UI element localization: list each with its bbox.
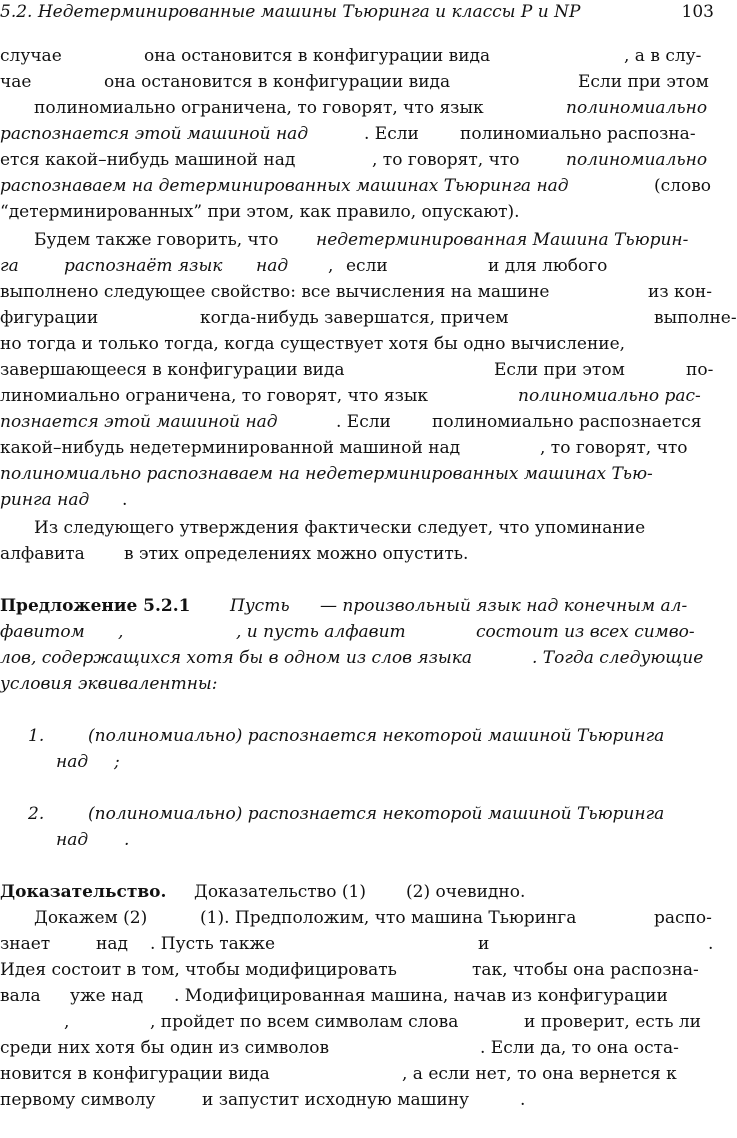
text-line [0, 542, 718, 566]
text-segment: и проверит, есть ли [524, 1012, 702, 1032]
text-segment: выполне- [654, 308, 737, 328]
text-line [0, 880, 718, 904]
text-segment: из кон- [648, 282, 712, 302]
italic-text-segment: — произвольный язык над конечным ал- [320, 596, 688, 616]
text-segment: Если при этом [494, 360, 625, 380]
italic-text-segment: условия эквивалентны: [0, 674, 218, 694]
italic-text-segment: фавитом [0, 622, 85, 642]
text-segment: полиномиально распозна- [460, 124, 696, 144]
text-segment: и [478, 934, 490, 954]
text-segment: какой–нибудь недетерминированной машиной над [0, 438, 461, 458]
italic-text-segment: ; [114, 752, 120, 772]
text-segment: уже над [70, 986, 144, 1006]
text-line [0, 672, 718, 696]
text-segment: . Если [364, 124, 419, 144]
text-line [0, 724, 718, 748]
text-segment: Доказательство (1) [194, 882, 366, 902]
text-line [0, 358, 718, 382]
text-segment: вала [0, 986, 41, 1006]
text-segment: завершающееся в конфигурации вида [0, 360, 345, 380]
text-segment: и запустит исходную машину [202, 1090, 470, 1110]
text-line [0, 802, 718, 826]
text-segment: , [328, 256, 334, 276]
text-segment: если [346, 256, 388, 276]
text-line [0, 174, 718, 198]
italic-text-segment: (полиномиально) распознается некоторой машиной Тьюринга [88, 726, 665, 746]
text-line [0, 984, 718, 1008]
page-number: 103 [681, 2, 714, 22]
text-line [0, 516, 718, 540]
text-segment: (2) очевидно. [406, 882, 526, 902]
italic-text-segment: . [124, 830, 130, 850]
text-line [0, 828, 718, 852]
italic-text-segment: 1. [28, 726, 45, 746]
text-segment: Из следующего утверждения фактически следует, что упоминание [34, 518, 646, 538]
italic-text-segment: , и пусть алфавит [236, 622, 406, 642]
text-segment: она остановится в конфигурации вида [144, 46, 491, 66]
text-line [0, 958, 718, 982]
text-segment: . Пусть также [150, 934, 276, 954]
italic-text-segment: распознаёт язык [64, 256, 223, 276]
text-segment: так, чтобы она распозна- [472, 960, 699, 980]
text-segment: по- [686, 360, 714, 380]
text-line [0, 594, 718, 618]
text-segment: , то говорят, что [540, 438, 688, 458]
text-line [0, 200, 718, 224]
text-segment: над [96, 934, 128, 954]
text-segment: выполнено следующее свойство: все вычисления на машине [0, 282, 550, 302]
text-segment: . [708, 934, 714, 954]
text-segment: в этих определениях можно опустить. [124, 544, 469, 564]
text-segment: , а если нет, то она вернется к [402, 1064, 677, 1084]
text-segment: распо- [654, 908, 712, 928]
text-segment: , а в слу- [624, 46, 702, 66]
text-line [0, 410, 718, 434]
text-line [0, 620, 718, 644]
text-segment: , пройдет по всем символам слова [150, 1012, 459, 1032]
text-line [0, 906, 718, 930]
text-line [0, 384, 718, 408]
italic-text-segment: состоит из всех симво- [476, 622, 695, 642]
italic-text-segment: (полиномиально) распознается некоторой машиной Тьюринга [88, 804, 665, 824]
text-line [0, 1036, 718, 1060]
text-segment: она остановится в конфигурации вида [104, 72, 451, 92]
text-segment: (слово [654, 176, 711, 196]
text-segment: ется какой–нибудь машиной над [0, 150, 296, 170]
text-line [0, 228, 718, 252]
bold-heading-text: Доказательство. [0, 882, 167, 902]
text-segment: линомиально ограничена, то говорят, что язык [0, 386, 429, 406]
italic-text-segment: . Тогда следующие [532, 648, 704, 668]
italic-text-segment: над [56, 752, 89, 772]
text-segment: случае [0, 46, 62, 66]
text-segment: Докажем (2) [34, 908, 148, 928]
text-segment: , то говорят, что [372, 150, 520, 170]
text-segment: знает [0, 934, 51, 954]
italic-text-segment: полиномиально распознаваем на недетерминированных машинах Тью- [0, 464, 653, 484]
text-segment: чае [0, 72, 32, 92]
text-segment: и для любого [488, 256, 608, 276]
italic-text-segment: , [118, 622, 124, 642]
text-segment: когда-нибудь завершатся, причем [200, 308, 509, 328]
text-segment: полиномиально распознается [432, 412, 702, 432]
italic-text-segment: полиномиально [566, 98, 708, 118]
text-line [0, 96, 718, 120]
text-line [0, 646, 718, 670]
text-line [0, 280, 718, 304]
text-segment: новится в конфигурации вида [0, 1064, 270, 1084]
text-line [0, 1010, 718, 1034]
italic-text-segment: лов, содержащихся хотя бы в одном из слов языка [0, 648, 473, 668]
text-segment: Если при этом [578, 72, 709, 92]
text-segment: Будем также говорить, что [34, 230, 279, 250]
text-segment: . [122, 490, 128, 510]
header-title: 5.2. Недетерминированные машины Тьюринга и классы P и NP [0, 2, 581, 22]
italic-text-segment: над [256, 256, 289, 276]
italic-text-segment: 2. [28, 804, 45, 824]
italic-text-segment: познается этой машиной над [0, 412, 278, 432]
italic-text-segment: над [56, 830, 89, 850]
text-line [0, 1088, 718, 1112]
text-segment: Идея состоит в том, чтобы модифицировать [0, 960, 397, 980]
text-line [0, 148, 718, 172]
text-line [0, 306, 737, 330]
italic-text-segment: полиномиально [566, 150, 708, 170]
italic-text-segment: га [0, 256, 19, 276]
text-segment: полиномиально ограничена, то говорят, что язык [34, 98, 484, 118]
italic-text-segment: недетерминированная Машина Тьюрин- [316, 230, 689, 250]
text-segment: . Если да, то она оста- [480, 1038, 679, 1058]
text-segment: , [64, 1012, 70, 1032]
italic-text-segment: Пусть [230, 596, 290, 616]
italic-text-segment: полиномиально рас- [518, 386, 701, 406]
text-line [0, 44, 718, 68]
italic-text-segment: распознаваем на детерминированных машинах Тьюринга над [0, 176, 569, 196]
text-line [0, 750, 718, 774]
text-segment: алфавита [0, 544, 85, 564]
text-line [0, 254, 718, 278]
text-segment: . Модифицированная машина, начав из конфигурации [174, 986, 668, 1006]
text-line [0, 462, 718, 486]
text-line [0, 932, 718, 956]
text-segment: фигурации [0, 308, 99, 328]
bold-heading-text: Предложение 5.2.1 [0, 596, 191, 616]
running-header [0, 2, 718, 26]
text-line [0, 436, 718, 460]
text-line [0, 488, 718, 512]
text-segment: первому символу [0, 1090, 156, 1110]
text-segment: но тогда и только тогда, когда существует хотя бы одно вычисление, [0, 334, 626, 354]
text-line [0, 70, 718, 94]
text-line [0, 122, 718, 146]
text-line [0, 332, 718, 356]
text-segment: (1). Предположим, что машина Тьюринга [200, 908, 577, 928]
text-line [0, 1062, 718, 1086]
italic-text-segment: ринга над [0, 490, 90, 510]
text-segment: среди них хотя бы один из символов [0, 1038, 330, 1058]
text-segment: . [520, 1090, 526, 1110]
text-segment: . Если [336, 412, 391, 432]
italic-text-segment: распознается этой машиной над [0, 124, 309, 144]
text-segment: “детерминированных” при этом, как правило, опускают). [0, 202, 520, 222]
